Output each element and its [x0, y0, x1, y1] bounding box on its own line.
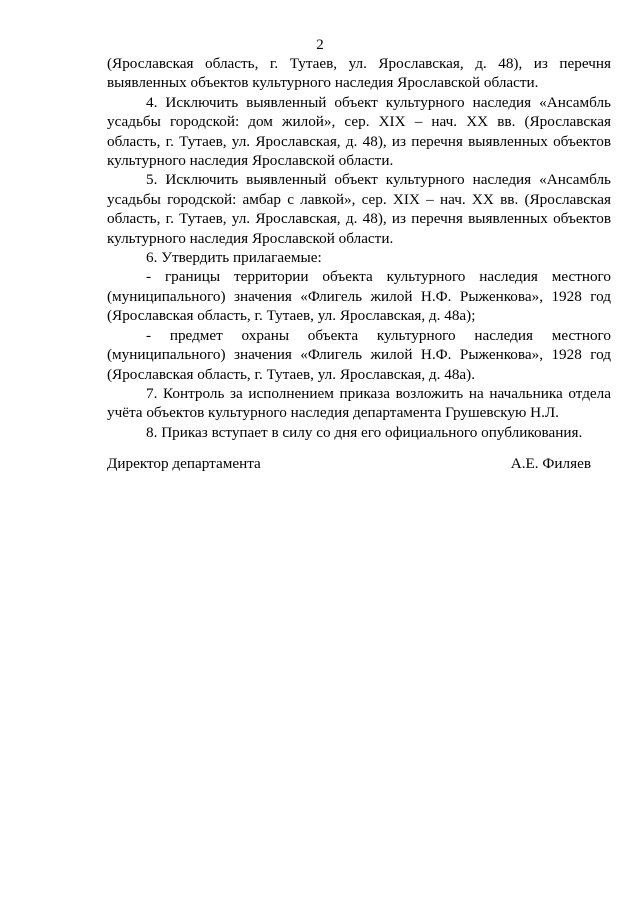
paragraph-item-6-boundaries: - границы территории объекта культурного наследия местного (муниципального) значения «Флигель жилой Н.Ф. Рыженкова», 1928 год (Ярославская область, г. Тутаев, ул. Ярославская, д. 48а);	[107, 268, 611, 325]
document-body	[107, 54, 611, 442]
paragraph-item-7: 7. Контроль за исполнением приказа возложить на начальника отдела учёта объектов культурного наследия департамента Грушевскую Н.Л.	[107, 384, 611, 422]
page-number: 2	[316, 37, 324, 53]
signature-block	[107, 454, 591, 473]
paragraph-item-6: 6. Утвердить прилагаемые:	[146, 249, 322, 267]
paragraph-continuation: (Ярославская область, г. Тутаев, ул. Ярославская, д. 48), из перечня выявленных объектов культурного наследия Ярославской области.	[107, 55, 611, 92]
signatory-name: А.Е. Филяев	[510, 455, 591, 472]
paragraph-item-5: 5. Исключить выявленный объект культурного наследия «Ансамбль усадьбы городской: амбар с лавкой», сер. XIX – нач. XX вв. (Ярославская область, г. Тутаев, ул. Ярославская, д. 48), из перечня выявленных объектов культурного наследия Ярославской области.	[107, 171, 611, 247]
signatory-position: Директор департамента	[107, 455, 261, 472]
paragraph-item-8: 8. Приказ вступает в силу со дня его официального опубликования.	[146, 423, 583, 441]
paragraph-item-4: 4. Исключить выявленный объект культурного наследия «Ансамбль усадьбы городской: дом жилой», сер. XIX – нач. XX вв. (Ярославская область, г. Тутаев, ул. Ярославская, д. 48), из перечня выявленных объектов культурного наследия Ярославской области.	[107, 93, 611, 170]
paragraph-item-6-protection-subject: - предмет охраны объекта культурного наследия местного (муниципального) значения «Флигель жилой Н.Ф. Рыженкова», 1928 год (Ярославская область, г. Тутаев, ул. Ярославская, д. 48а).	[107, 326, 611, 383]
